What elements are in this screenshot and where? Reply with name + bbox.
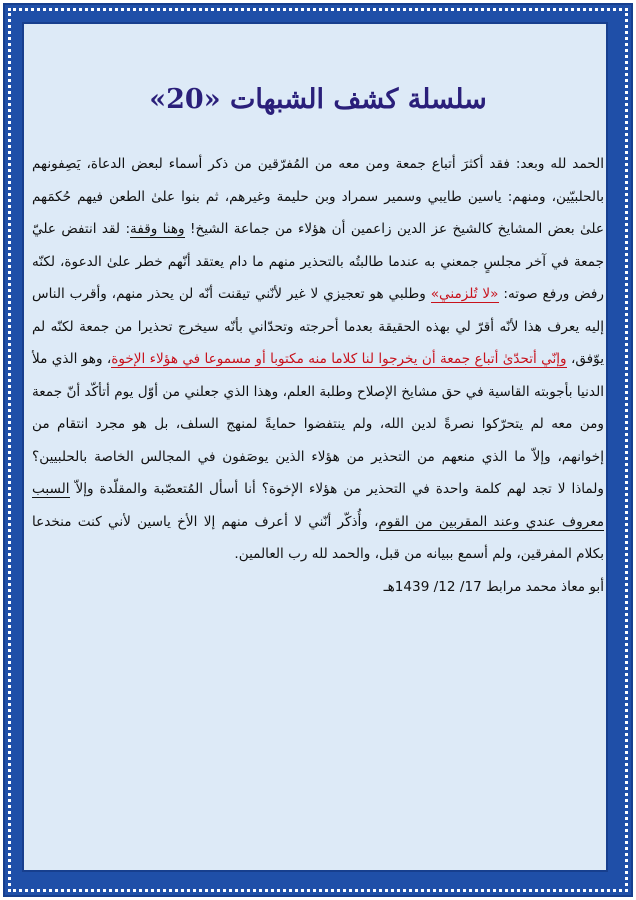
paragraph-meeting: : لقد انتفض عليّ جمعة في آخر مجلسٍ جمعني به عندما طالبتُه بالتحذير منهم ما دام يعتقد أنّهم خطر علىٰ الدعوة، لكنّه رفض ورفع صوته: <box>32 221 604 302</box>
underlined-note: وهنا وقفة <box>130 221 185 237</box>
article-body <box>32 148 604 603</box>
quoted-phrase: «لا تُلزمني» <box>430 286 499 302</box>
page-title: سلسلة كشف الشبهات «20» <box>149 84 487 115</box>
underlined-cause: السبب معروف عندي وعند المقربين من القوم <box>32 481 604 530</box>
paragraph-explanation: وطلبي هو تعجيزي لا غير لأنّني تيقنت أنّه لن يحذر منهم، وأقرب الناس إليه يعرف هذا لأنّه أقرّ لي بهذه الحقيقة بعدما أحرجته وتحدّاني بأنّه سيخرج تحذيرا من جمعة لكنّه لم يوّفق، <box>32 286 604 367</box>
challenge-statement: وإنّي أتحدّىٰ أتباع جمعة أن يخرجوا لنا كلاما منه مكتوبا أو مسموعا في هؤلاء الإخوة <box>111 351 567 367</box>
paragraph-closing: ، وأُذكّر أنّني لا أعرف منهم إلا الأخ ياسين لأني كنت منخدعا بكلام المفرقين، ولم أسمع ببيانه من قبل، والحمد لله رب العالمين. <box>32 513 604 562</box>
paragraph-argument: ، وهو الذي ملأ الدنيا بأجوبته القاسية في حق مشايخ الإصلاح وطلبة العلم، وهذا الذي جعلني من أوّل يوم أتأكّد أنّ جمعة ومن معه لم يتحرّكوا نصرةً لدين الله، ولم ينتفضوا حمايةً لمنهج السلف، بل هو مجرد انتقام من إخوانهم، وإلاّ ما الذي منعهم من التحذير من هؤلاء الذين يوصَفون في المجالس الخاصة بالحلبيين؟ ولماذا لا تجد لهم كلمة واحدة في التحذير من هؤلاء الإخوة؟ أنا أسأل المُتعصّبة والمقلّدة وإلاّ <box>32 351 604 497</box>
paragraph-intro: الحمد لله وبعد: فقد أكثرَ أتباع جمعة ومن معه من المُفرّقين من ذكر أسماء لبعض الدعاة، يَصِفونهم بالحلبيّين، ومنهم: ياسين طايبي وسمير سمراد وبن حليمة وغيرهم، ثم بنوا علىٰ الطعن فيهم حُكمَهم علىٰ بعض المشايخ كالشيخ عز الدين زاعمين أن هؤلاء من جماعة الشيخ! <box>32 156 604 237</box>
signature: أبو معاذ محمد مرابط 17/ 12/ 1439هـ <box>383 578 604 595</box>
